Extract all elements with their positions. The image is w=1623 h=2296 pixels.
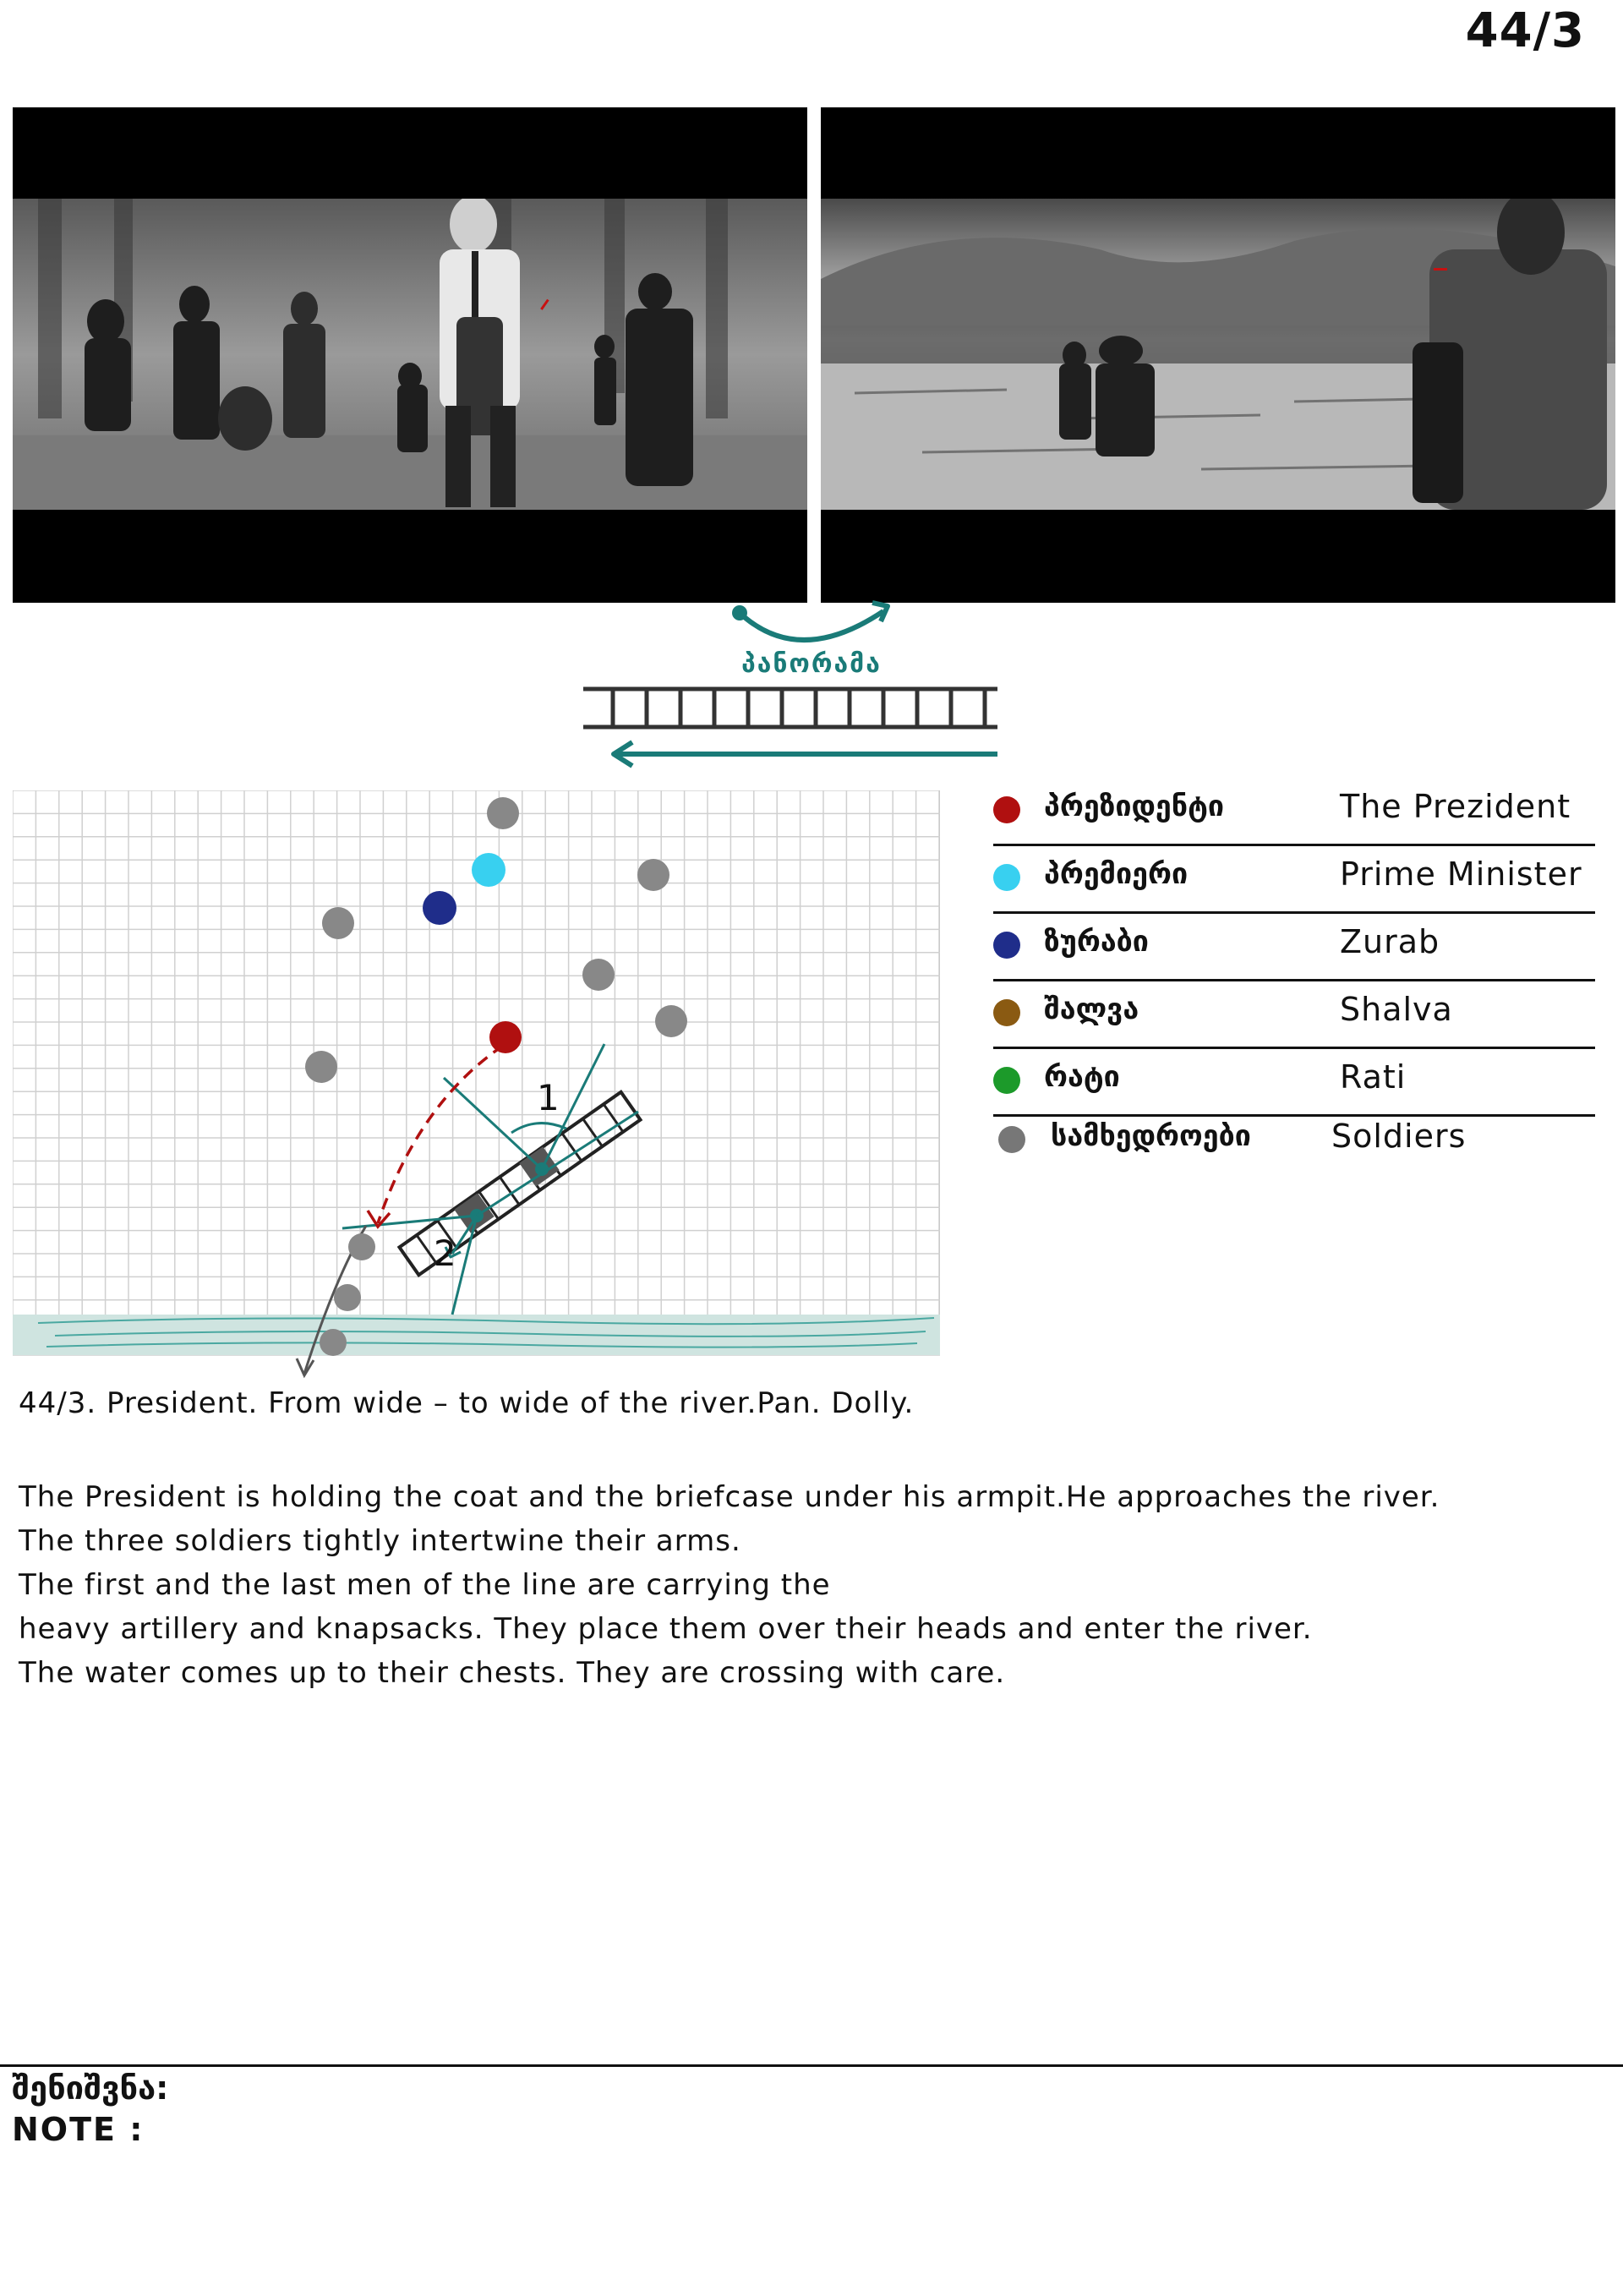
legend-label-ka: ზურაბი <box>1044 925 1149 959</box>
blocking-diagram <box>13 790 940 1382</box>
panorama-label: პანორამა <box>741 649 882 679</box>
legend-row-zurab <box>993 913 1595 981</box>
description-line: The President is holding the coat and the briefcase under his armpit.He approaches the river. <box>19 1480 1440 1514</box>
legend-dot-zurab <box>993 932 1020 959</box>
character-president-dot <box>489 1021 522 1053</box>
character-zurab-dot <box>423 891 456 925</box>
legend-label-en: Shalva <box>1340 991 1453 1028</box>
legend-dot-rati <box>993 1067 1020 1094</box>
storyboard-image-president-walking <box>13 199 807 510</box>
pan-dolly-indicator <box>575 596 1014 774</box>
legend-label-ka: სამხედროები <box>1051 1119 1251 1153</box>
note-divider <box>0 2064 1623 2067</box>
dolly-direction-arrow <box>614 742 997 766</box>
description-line: The water comes up to their chests. They are crossing with care. <box>19 1656 1006 1690</box>
legend-row-shalva <box>993 981 1595 1049</box>
page-number: 44/3 <box>1465 3 1585 58</box>
legend-label-ka: პრეზიდენტი <box>1044 790 1225 823</box>
shot-title: 44/3. President. From wide – to wide of the river.Pan. Dolly. <box>19 1386 915 1420</box>
legend-label-ka: პრემიერი <box>1044 857 1189 891</box>
legend-label-ka: რატი <box>1044 1060 1120 1094</box>
note-label-en: NOTE : <box>12 2111 145 2148</box>
legend-label-en: Rati <box>1340 1058 1407 1096</box>
camera-label-2: 2 <box>434 1233 456 1274</box>
camera-label-1: 1 <box>537 1077 560 1118</box>
legend-label-ka: შალვა <box>1044 992 1139 1026</box>
legend-label-en: Prime Minister <box>1340 856 1582 893</box>
legend-dot-prime-minister <box>993 864 1020 891</box>
description-line: heavy artillery and knapsacks. They place them over their heads and enter the river. <box>19 1612 1313 1646</box>
character-prime-minister-dot <box>472 853 505 887</box>
shot-description <box>19 1475 1440 1695</box>
legend-dot-shalva <box>993 999 1020 1026</box>
legend-row-prime-minister <box>993 845 1595 914</box>
legend-label-en: Zurab <box>1340 923 1440 960</box>
legend-row-rati <box>993 1048 1595 1117</box>
description-line: The three soldiers tightly intertwine their arms. <box>19 1524 741 1558</box>
legend-dot-soldiers <box>998 1126 1025 1153</box>
description-line: The first and the last men of the line are carrying the <box>19 1568 831 1602</box>
storyboard-frame-right <box>821 107 1615 603</box>
legend-dot-president <box>993 796 1020 823</box>
pan-arc-arrow <box>732 603 888 640</box>
dolly-track <box>583 689 997 727</box>
storyboard-image-river-wide <box>821 199 1615 510</box>
legend-row-soldiers <box>993 1107 1595 1173</box>
note-label-ka: შენიშვნა: <box>12 2069 169 2107</box>
legend-row-president <box>993 778 1595 846</box>
legend-label-en: The Prezident <box>1340 788 1571 825</box>
storyboard-frame-left <box>13 107 807 603</box>
legend-label-en: Soldiers <box>1331 1118 1467 1155</box>
